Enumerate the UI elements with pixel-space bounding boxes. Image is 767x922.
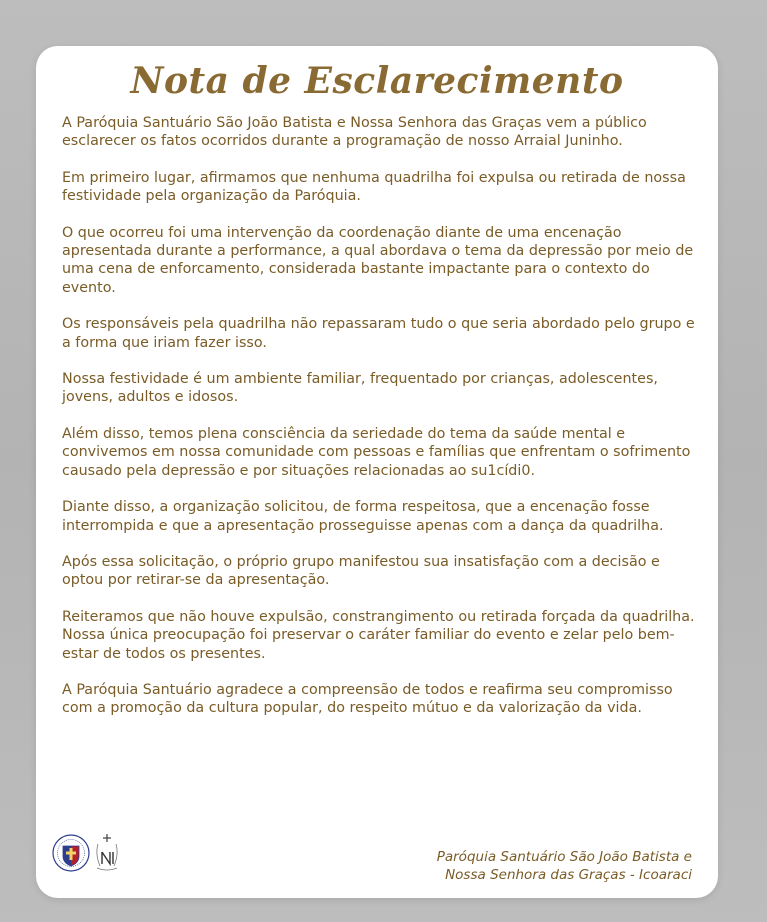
signature: [437, 848, 692, 884]
paragraph: Em primeiro lugar, afirmamos que nenhuma quadrilha foi expulsa ou retirada de nossa festividade pela organização da Paróquia.: [62, 169, 686, 205]
paragraph: A Paróquia Santuário São João Batista e Nossa Senhora das Graças vem a público esclarecer os fatos ocorridos durante a programação de nosso Arraial Juninho.: [62, 115, 647, 150]
paragraph: A Paróquia Santuário agradece a compreensão de todos e reafirma seu compromisso com a promoção da cultura popular, do respeito mútuo e da valorização da vida.: [62, 681, 673, 717]
paragraph: Nossa festividade é um ambiente familiar, frequentado por crianças, adolescentes, jovens, adultos e idosos.: [62, 371, 658, 406]
parish-monogram-icon: [92, 832, 122, 874]
note-body: [62, 114, 702, 736]
parish-seal-icon: [52, 834, 90, 872]
paragraph: Diante disso, a organização solicitou, de forma respeitosa, que a encenação fosse interrompida e que a apresentação prosseguisse apenas com a dança da quadrilha.: [62, 499, 664, 534]
paragraph: Os responsáveis pela quadrilha não repassaram tudo o que seria abordado pelo grupo e a forma que iriam fazer isso.: [62, 316, 695, 351]
signature-line: Nossa Senhora das Graças - Icoaraci: [445, 867, 692, 883]
paragraph: Após essa solicitação, o próprio grupo manifestou sua insatisfação com a decisão e optou por retirar-se da apresentação.: [62, 553, 660, 589]
note-title: Nota de Esclarecimento: [130, 60, 624, 102]
note-footer: [36, 828, 718, 888]
paragraph: O que ocorreu foi uma intervenção da coordenação diante de uma encenação apresentada durante a performance, a qual abordava o tema da depressão por meio de uma cena de enforcamento, considerada bastante impactante para o contexto do evento.: [62, 224, 694, 296]
note-card: [36, 46, 718, 898]
paragraph: Além disso, temos plena consciência da seriedade do tema da saúde mental e convivemos em nossa comunidade com pessoas e famílias que enfrentam o sofrimento causado pela depressão e por situações relacionadas ao su1cídi0.: [62, 425, 691, 479]
paragraph: Reiteramos que não houve expulsão, constrangimento ou retirada forçada da quadrilha. Nossa única preocupação foi preservar o caráter familiar do evento e zelar pelo bem-estar de todos os presentes.: [62, 608, 695, 662]
signature-line: Paróquia Santuário São João Batista e: [436, 849, 692, 865]
